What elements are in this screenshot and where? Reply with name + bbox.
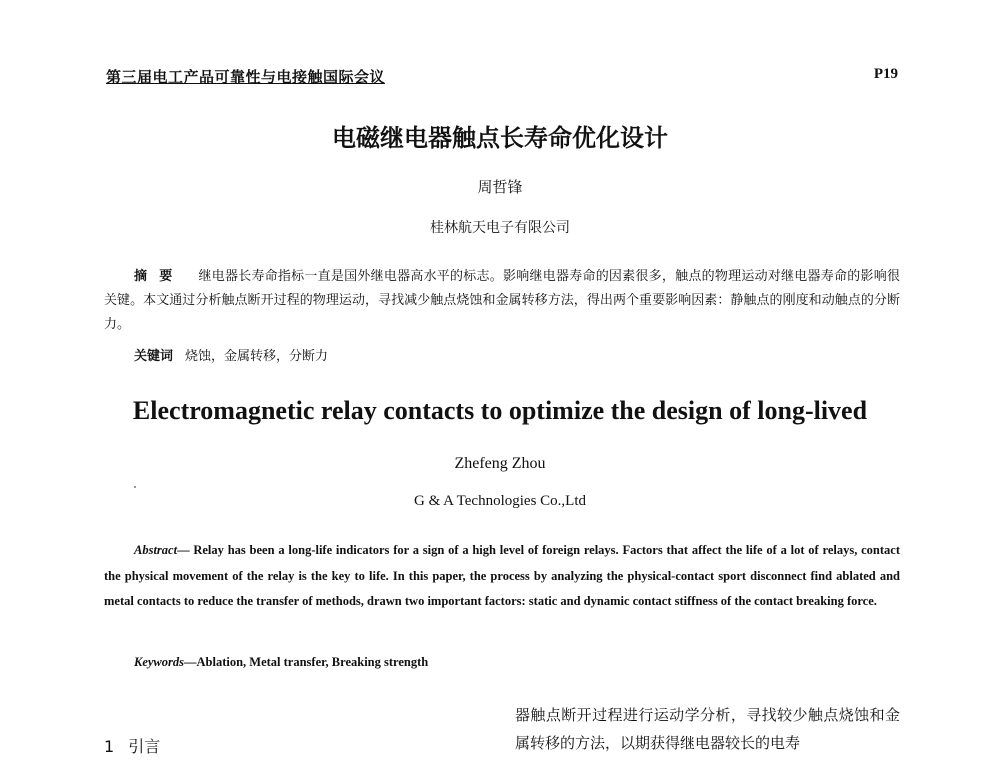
english-abstract-text: — Relay has been a long-life indicators for a sign of a high level of foreign relays. Factors that affect the life of a lot of relays, contact the physical movement of the relay is the key to life. In this paper, the process by analyzing the physical-contact sport disconnect find ablated and metal contacts to reduce the transfer of methods, drawn two important factors: static and dynamic contact stiffness of the contact breaking force. [104,543,900,608]
english-keywords-label: Keywords [134,655,184,669]
chinese-keywords-text: 烧蚀，金属转移，分断力 [185,349,329,364]
chinese-abstract-label: 摘要 [134,269,185,284]
body-text-right-column: 器触点断开过程进行运动学分析，寻找较少触点烧蚀和金属转移的方法，以期获得继电器较长的电寿 [515,706,900,752]
chinese-affiliation: 桂林航天电子有限公司 [430,220,570,236]
section-number: 1 [104,737,115,756]
chinese-keywords [134,345,328,364]
english-title: Electromagnetic relay contacts to optimize the design of long-lived [132,396,868,425]
english-affiliation: G & A Technologies Co.,Ltd [413,493,586,509]
english-abstract [104,538,900,615]
chinese-abstract [104,265,900,337]
scan-speck [134,486,136,488]
conference-header: 第三届电工产品可靠性与电接触国际会议 [106,68,386,86]
chinese-author: 周哲锋 [477,178,523,196]
section-heading [104,734,160,757]
chinese-keywords-label: 关键词 [134,349,174,364]
english-keywords-text: —Ablation, Metal transfer, Breaking strength [184,655,429,669]
chinese-abstract-text: 继电器长寿命指标一直是国外继电器高水平的标志。影响继电器寿命的因素很多，触点的物理运动对继电器寿命的影响很关键。本文通过分析触点断开过程的物理运动，寻找减少触点烧蚀和金属转移方法，得出两个重要影响因素：静触点的刚度和动触点的分断力。 [104,269,900,332]
page-number: P19 [873,66,898,82]
english-abstract-label: Abstract [134,543,178,557]
english-author: Zhefeng Zhou [454,455,546,472]
chinese-title: 电磁继电器触点长寿命优化设计 [332,124,668,152]
section-title: 引言 [128,737,161,756]
english-keywords [134,655,428,670]
